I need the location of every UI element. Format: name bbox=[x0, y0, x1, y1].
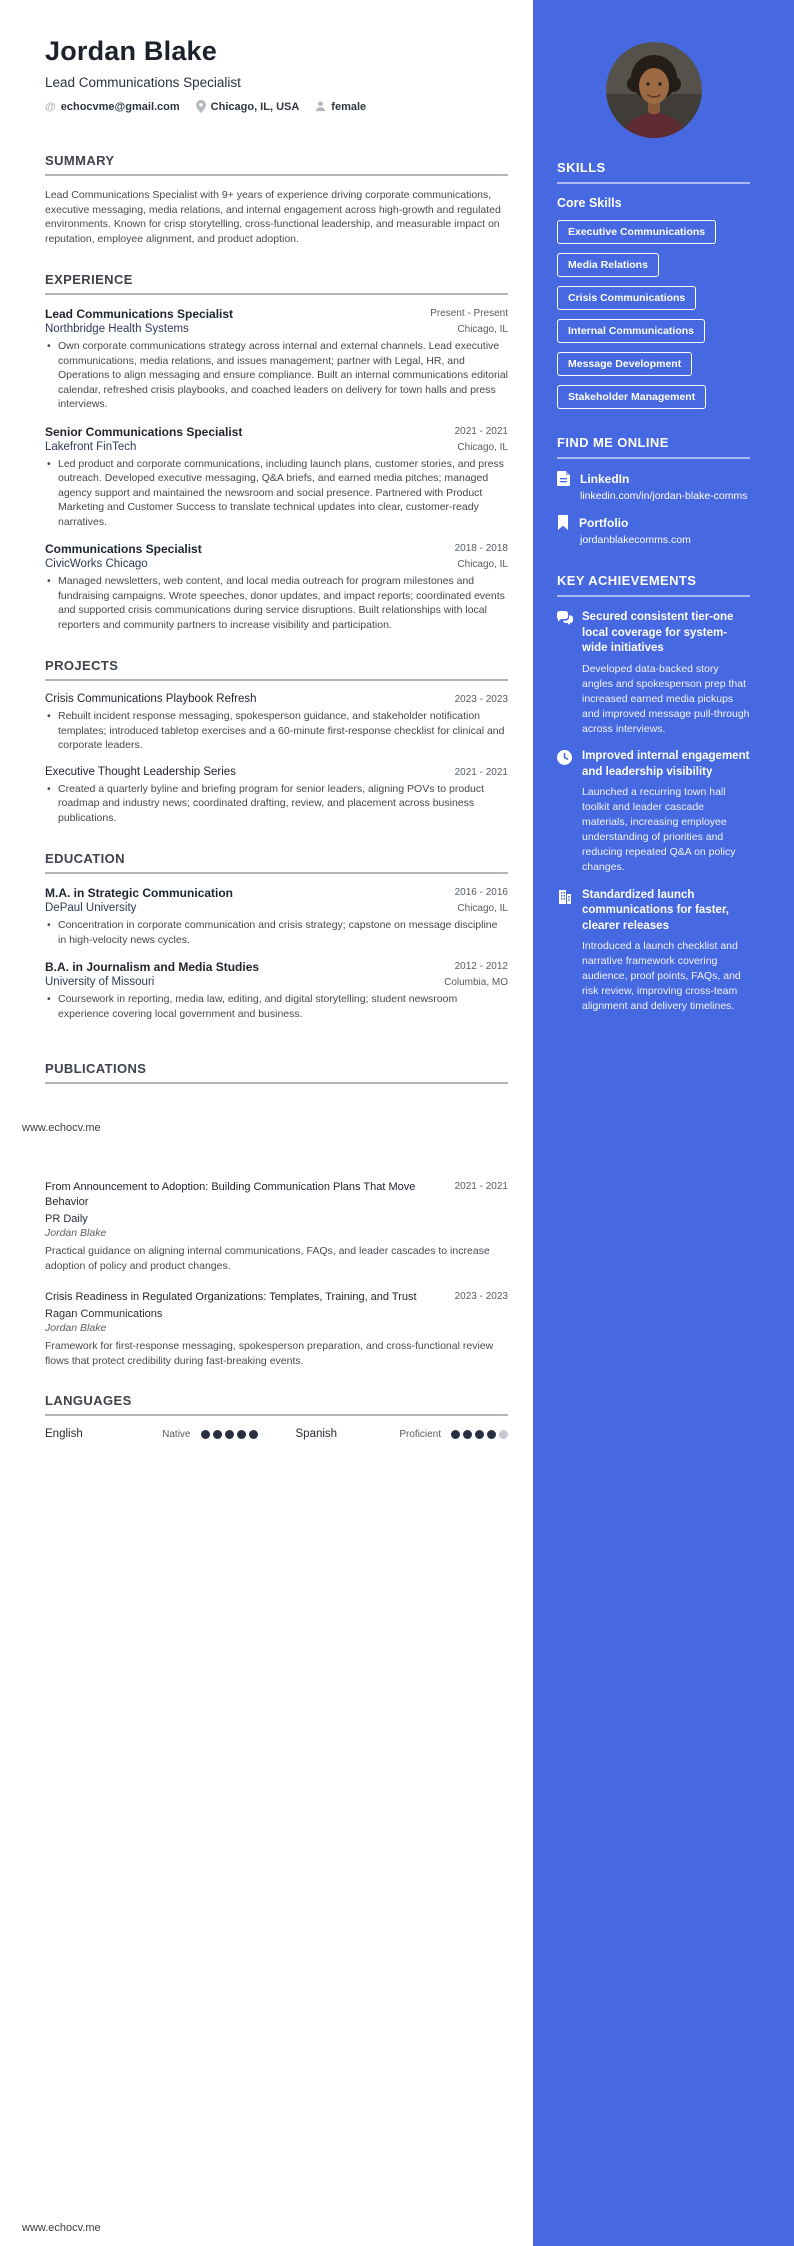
sidebar-section-find-me-online bbox=[557, 435, 750, 547]
publication-description: Framework for first-response messaging, spokesperson preparation, and cross-functional review flows that protect credibility during fast-breaking events. bbox=[45, 1339, 494, 1368]
achievement-text: Introduced a launch checklist and narrative framework covering audience, proof points, FAQs, and risk review, improving cross-team alignment and delivery timelines. bbox=[582, 940, 741, 1013]
languages-heading: LANGUAGES bbox=[45, 1393, 508, 1416]
job-bullet: • Own corporate communications strategy across internal and external channels. Lead executive communications, media relations, and issues management; partner with Legal, HR, and Operations to align messaging and ensure compliance. Built an internal communications editorial calendar, refreshed crisis playbooks, and coached leaders on delivery for town halls and press interviews. bbox=[45, 339, 508, 412]
achievement-title: Standardized launch communications for faster, clearer releases bbox=[582, 888, 729, 932]
project-bullet: • Created a quarterly byline and briefing program for senior leaders, aligning POVs to product roadmap and industry news; coordinated drafting, review, and placement across business publications. bbox=[45, 782, 508, 826]
school-name: DePaul University bbox=[45, 902, 137, 914]
publication-title: From Announcement to Adoption: Building Communication Plans That Move Behavior bbox=[45, 1181, 416, 1208]
watermark-link[interactable]: www.echocv.me bbox=[22, 2222, 101, 2234]
project-bullet: • Rebuilt incident response messaging, spokesperson guidance, and stakeholder notification templates; introduced tabletop exercises and a 60-minute first-response checklist for clinical and corporate leaders. bbox=[45, 709, 508, 753]
publications-heading: PUBLICATIONS bbox=[45, 1061, 508, 1084]
online-link-linkedin[interactable] bbox=[557, 471, 750, 503]
achievement-title: Secured consistent tier-one local coverage for system-wide initiatives bbox=[582, 611, 734, 655]
online-link-url[interactable]: jordanblakecomms.com bbox=[580, 534, 691, 547]
summary-heading: SUMMARY bbox=[45, 153, 508, 176]
sidebar-section-skills bbox=[557, 160, 750, 409]
job-location: Chicago, IL bbox=[457, 559, 508, 570]
contact-email-value: echocvme@gmail.com bbox=[60, 100, 180, 113]
job-title: Senior Communications Specialist bbox=[45, 424, 243, 439]
publication-publisher: PR Daily bbox=[45, 1212, 88, 1225]
skill-chip: Crisis Communications bbox=[557, 286, 696, 310]
job-location: Chicago, IL bbox=[457, 441, 508, 453]
publication-publisher: Ragan Communications bbox=[45, 1307, 163, 1320]
skill-chip: Media Relations bbox=[557, 253, 659, 277]
section-education bbox=[45, 851, 508, 1021]
contact-email bbox=[45, 101, 180, 113]
avatar bbox=[606, 42, 702, 138]
achievement-item bbox=[557, 610, 750, 736]
bookmark-icon bbox=[557, 515, 569, 530]
sidebar-section-key-achievements bbox=[557, 573, 750, 1014]
skills-group-label: Core Skills bbox=[557, 196, 622, 210]
education-entry bbox=[45, 886, 508, 947]
at-icon: @ bbox=[45, 100, 56, 113]
achievement-title: Improved internal engagement and leadership visibility bbox=[582, 750, 750, 778]
section-experience bbox=[45, 272, 508, 632]
publication-title: Crisis Readiness in Regulated Organizations: Templates, Training, and Trust bbox=[45, 1291, 417, 1304]
contact-location bbox=[196, 100, 300, 113]
education-dates: 2016 - 2016 bbox=[454, 887, 508, 898]
skill-chip: Stakeholder Management bbox=[557, 385, 706, 409]
building-icon bbox=[557, 888, 573, 1014]
project-dates: 2023 - 2023 bbox=[454, 694, 508, 705]
project-entry bbox=[45, 766, 508, 826]
publication-entry bbox=[45, 1180, 508, 1274]
education-bullet: • Coursework in reporting, media law, editing, and digital storytelling; student newsroom experience covering local government and business. bbox=[45, 992, 508, 1021]
find-me-online-heading: FIND ME ONLINE bbox=[557, 435, 750, 459]
education-entry bbox=[45, 960, 508, 1021]
publication-author: Jordan Blake bbox=[45, 1226, 107, 1239]
online-link-label[interactable]: LinkedIn bbox=[580, 471, 630, 486]
project-entry bbox=[45, 693, 508, 753]
language-dots bbox=[201, 1430, 258, 1439]
clock-icon bbox=[557, 749, 573, 874]
contact-gender bbox=[315, 101, 366, 113]
school-location: Chicago, IL bbox=[457, 903, 508, 914]
publication-dates: 2023 - 2023 bbox=[454, 1291, 508, 1303]
section-publications bbox=[22, 1061, 508, 1369]
language-name: Spanish bbox=[295, 1428, 338, 1441]
language-level: Native bbox=[162, 1428, 191, 1440]
contact-gender-value: female bbox=[331, 100, 367, 113]
online-link-url[interactable]: linkedin.com/in/jordan-blake-comms bbox=[580, 490, 748, 502]
project-title: Executive Thought Leadership Series bbox=[45, 765, 236, 778]
language-level: Proficient bbox=[399, 1428, 441, 1440]
publication-description: Practical guidance on aligning internal communications, FAQs, and leader cascades to increase adoption of policy and product changes. bbox=[45, 1244, 490, 1272]
person-name: Jordan Blake bbox=[45, 36, 217, 66]
language-item bbox=[45, 1428, 258, 1440]
skills-heading: SKILLS bbox=[557, 160, 750, 184]
education-dates: 2012 - 2012 bbox=[454, 961, 508, 972]
map-pin-icon bbox=[196, 100, 206, 113]
resume-main-column bbox=[0, 0, 533, 1440]
education-bullet: • Concentration in corporate communication and crisis strategy; capstone on message discipline in high-velocity news cycles. bbox=[45, 918, 508, 947]
school-name: University of Missouri bbox=[45, 976, 155, 988]
language-dots bbox=[451, 1430, 508, 1439]
skill-chip: Internal Communications bbox=[557, 319, 705, 343]
language-item bbox=[296, 1428, 509, 1440]
person-icon bbox=[315, 101, 326, 113]
job-title: Lead Communications Specialist bbox=[45, 307, 234, 321]
company-name: Lakefront FinTech bbox=[45, 440, 137, 453]
job-dates: Present - Present bbox=[430, 308, 508, 319]
education-heading: EDUCATION bbox=[45, 851, 508, 874]
publication-author: Jordan Blake bbox=[45, 1321, 107, 1334]
languages-row bbox=[45, 1428, 508, 1440]
publication-dates: 2021 - 2021 bbox=[454, 1181, 508, 1192]
resume-sidebar bbox=[533, 0, 794, 2246]
achievement-item bbox=[557, 749, 750, 874]
school-location: Columbia, MO bbox=[444, 977, 508, 988]
job-bullet: • Led product and corporate communications, including launch plans, customer stories, and press outreach. Developed executive messaging, Q&A briefs, and earned media pitches; managed agency support and maintained the newsroom and social presence. Partnered with Product Marketing and Customer Success to translate technical updates into clear, customer-ready narratives. bbox=[45, 457, 508, 530]
achievement-item bbox=[557, 888, 750, 1014]
degree-title: M.A. in Strategic Communication bbox=[45, 886, 234, 900]
online-link-label[interactable]: Portfolio bbox=[579, 515, 629, 530]
job-title: Communications Specialist bbox=[45, 542, 202, 556]
job-bullet: • Managed newsletters, web content, and local media outreach for program milestones and fundraising campaigns. Wrote speeches, donor updates, and impact reports; coordinated events and supported crisis communications during service disruptions. Built relationships with local reporters and community partners to increase visibility and participation. bbox=[45, 574, 508, 632]
experience-entry bbox=[45, 425, 508, 530]
online-link-portfolio[interactable] bbox=[557, 515, 750, 547]
project-title: Crisis Communications Playbook Refresh bbox=[45, 693, 257, 705]
company-name: CivicWorks Chicago bbox=[45, 558, 148, 570]
achievement-text: Developed data-backed story angles and spokesperson prep that increased earned media pickups and improved message pull-through across interviews. bbox=[582, 662, 750, 735]
skill-chip: Executive Communications bbox=[557, 220, 716, 244]
skill-chip: Message Development bbox=[557, 352, 692, 376]
project-dates: 2021 - 2021 bbox=[454, 766, 508, 778]
experience-heading: EXPERIENCE bbox=[45, 272, 508, 295]
degree-title: B.A. in Journalism and Media Studies bbox=[45, 960, 260, 974]
projects-heading: PROJECTS bbox=[45, 658, 508, 681]
person-job-title: Lead Communications Specialist bbox=[45, 75, 241, 90]
section-languages bbox=[45, 1393, 508, 1440]
section-summary bbox=[45, 153, 508, 246]
experience-entry bbox=[45, 307, 508, 412]
chat-bubbles-icon bbox=[557, 610, 573, 736]
achievement-text: Launched a recurring town hall toolkit and leader cascade materials, increasing employee understanding of priorities and reducing repeated Q&A on policy changes. bbox=[582, 786, 736, 873]
watermark-link[interactable]: www.echocv.me bbox=[22, 1122, 101, 1134]
section-projects bbox=[45, 658, 508, 825]
job-location: Chicago, IL bbox=[457, 324, 508, 335]
job-dates: 2018 - 2018 bbox=[454, 543, 508, 554]
job-dates: 2021 - 2021 bbox=[454, 425, 508, 437]
company-name: Northbridge Health Systems bbox=[45, 323, 189, 335]
language-name: English bbox=[45, 1428, 83, 1441]
summary-text: Lead Communications Specialist with 9+ years of experience driving corporate communications, executive messaging, media relations, and internal engagement across high-growth and regulated environments. Known for crisp storytelling, cross-functional leadership, and measurable impact on reputation, employee alignment, and product adoption. bbox=[45, 189, 501, 245]
contact-location-value: Chicago, IL, USA bbox=[210, 100, 300, 113]
experience-entry bbox=[45, 542, 508, 632]
key-achievements-heading: KEY ACHIEVEMENTS bbox=[557, 573, 750, 597]
contact-row bbox=[45, 100, 508, 113]
publication-entry bbox=[45, 1290, 508, 1369]
file-icon bbox=[557, 471, 570, 486]
